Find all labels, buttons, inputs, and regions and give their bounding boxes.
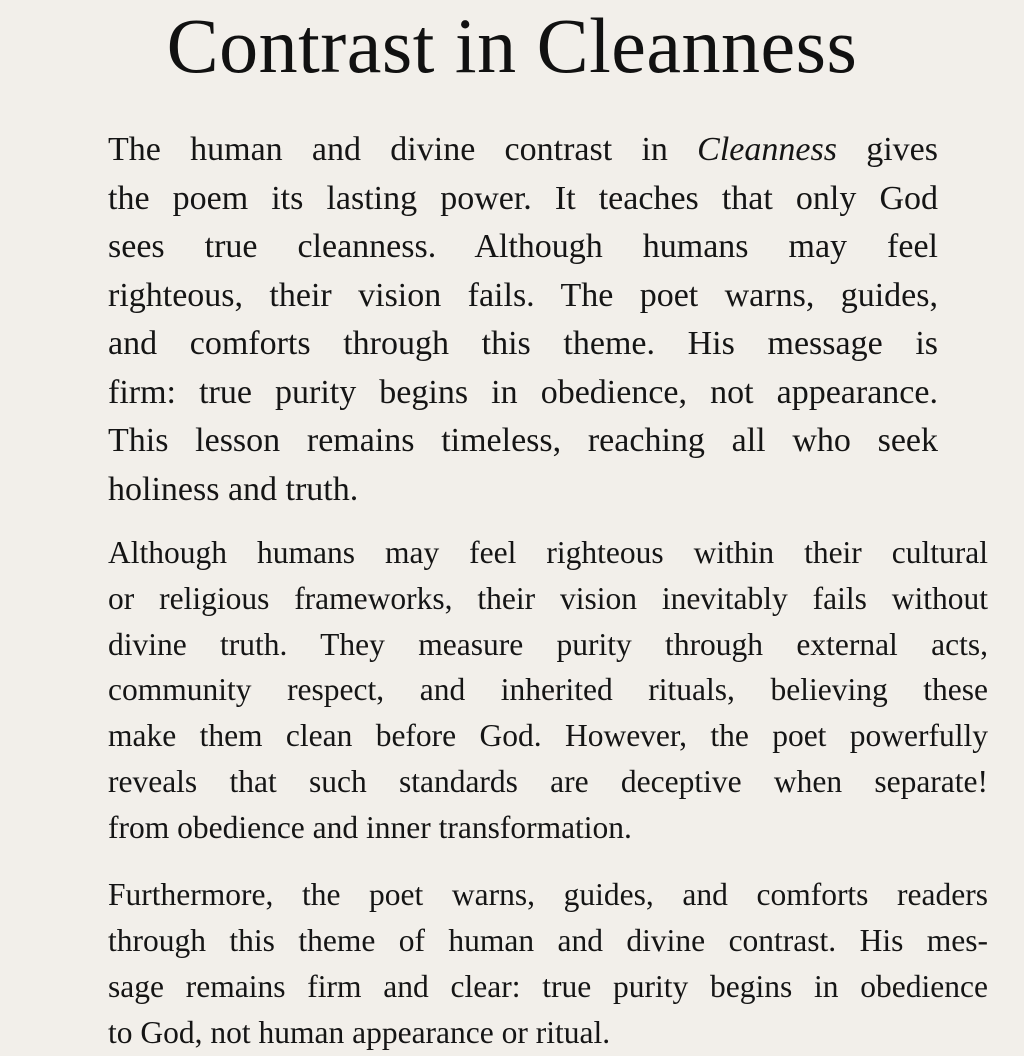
line-text: The human and divine contrast in (108, 131, 698, 168)
paragraph-3 (108, 872, 988, 1056)
paragraph-line: righteous, their vision fails. The poet warns, guides, (108, 276, 938, 314)
paragraph-line: community respect, and inherited rituals, believing these (108, 672, 988, 708)
paragraph-line: from obedience and inner transformation. (108, 809, 632, 845)
line-text: gives (836, 131, 938, 168)
paragraph-line: sees true cleanness. Although humans may feel (108, 228, 938, 265)
paragraph-line: firm: true purity begins in obedience, not appearance. (108, 373, 938, 411)
paragraph-line: This lesson remains timeless, reaching all who seek (108, 422, 938, 459)
paragraph-line-cut-off: to God, not human appearance or ritual. (108, 1015, 611, 1050)
paragraph-line (108, 126, 938, 175)
emphasized-title: Cleanness (697, 131, 837, 168)
paragraph-line: holiness and truth. (108, 470, 359, 508)
paragraph-line: sage remains firm and clear: true purity begins in obedience (108, 969, 988, 1004)
paragraph-line: Although humans may feel righteous within their cultural (108, 535, 988, 570)
paragraph-line: Furthermore, the poet warns, guides, and comforts readers (108, 877, 988, 912)
paragraph-2 (108, 530, 988, 851)
paragraph-line: and comforts through this theme. His message is (108, 325, 938, 362)
paragraph-line: make them clean before God. However, the poet powerfully (108, 718, 988, 754)
paragraph-line: divine truth. They measure purity through external acts, (108, 626, 988, 662)
paragraph-line: reveals that such standards are deceptive when separate! (108, 763, 988, 799)
paragraph-1 (108, 126, 938, 514)
paragraph-line: through this theme of human and divine contrast. His mes- (108, 923, 988, 958)
page-title: Contrast in Cleanness (166, 2, 858, 89)
paragraph-line: or religious frameworks, their vision inevitably fails without (108, 580, 988, 616)
paragraph-line: the poem its lasting power. It teaches that only God (108, 179, 938, 217)
